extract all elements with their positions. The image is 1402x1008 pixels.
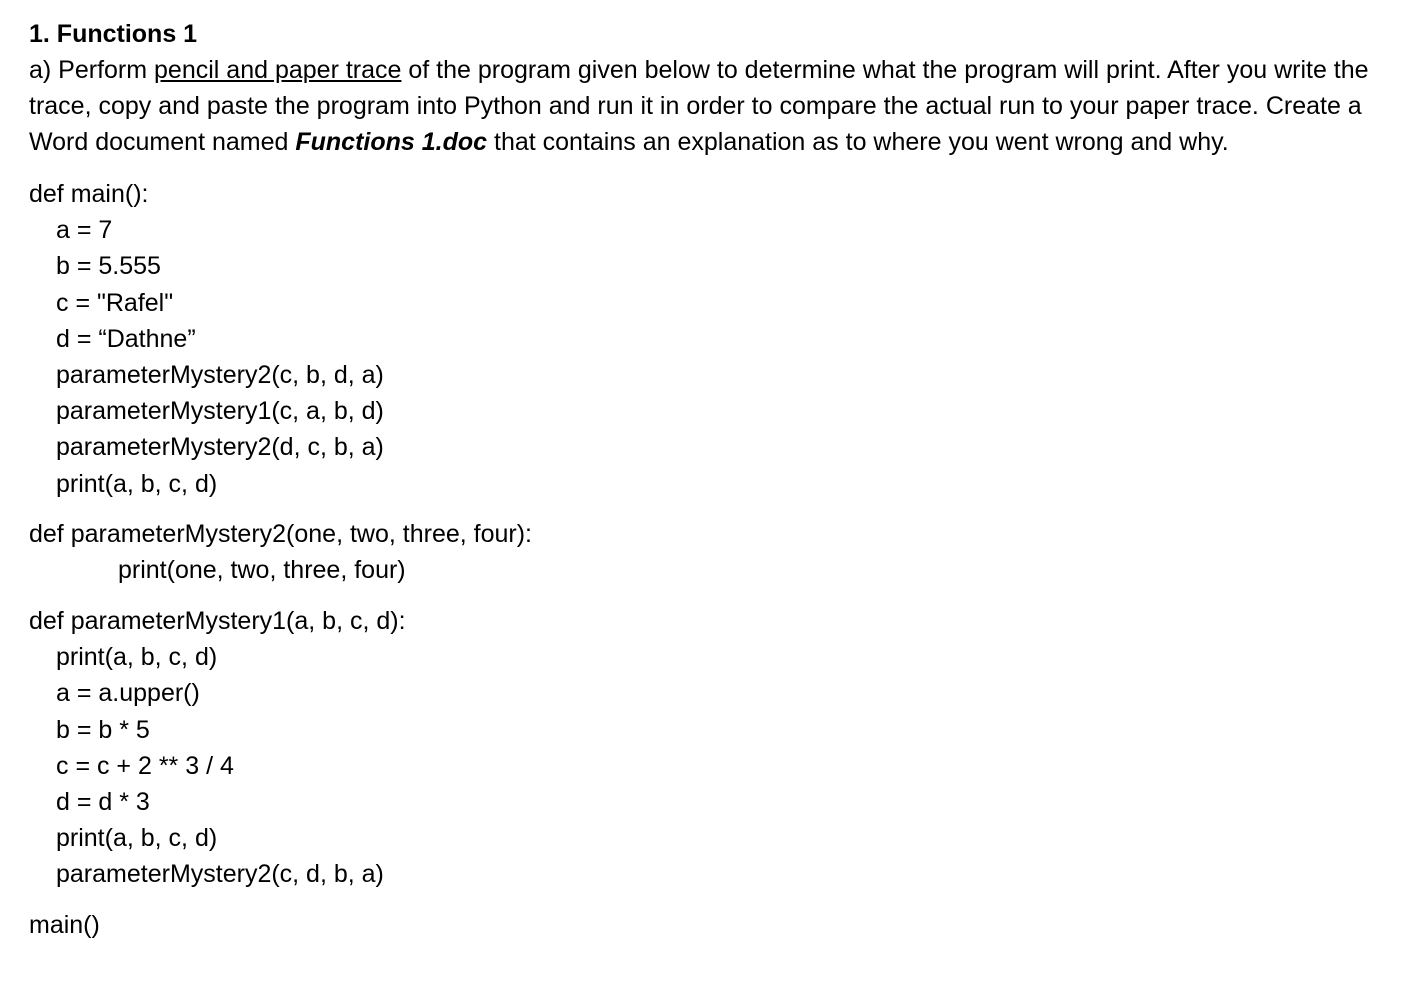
section-heading: 1. Functions 1	[29, 20, 198, 48]
code-line: parameterMystery2(c, b, d, a)	[56, 360, 384, 389]
instructions-text-3: that contains an explanation as to where you went wrong and why.	[487, 128, 1229, 156]
parameter-mystery1-block	[29, 603, 1374, 893]
instructions-paragraph	[29, 52, 1374, 160]
code-line: parameterMystery1(c, a, b, d)	[56, 397, 384, 426]
instructions-underlined-text: pencil and paper trace	[154, 56, 402, 84]
instructions-text-2: of the program given below to determine what the program will print. After you write the trace, copy and paste the program into Python and run it in order to compare the actual run to your paper trace. Create a Word document named	[29, 56, 1369, 156]
code-line: print(one, two, three, four)	[118, 555, 406, 584]
code-line: a = a.upper()	[56, 679, 200, 708]
code-line: d = d * 3	[56, 788, 150, 816]
pm2-def-line: def parameterMystery2(one, two, three, four):	[29, 519, 532, 548]
code-line: parameterMystery2(c, d, b, a)	[56, 860, 384, 889]
code-line: c = "Rafel"	[56, 288, 174, 317]
instructions-filename: Functions 1.doc	[295, 128, 488, 156]
main-function-block	[29, 176, 1374, 502]
code-line: d = “Dathne”	[56, 324, 196, 353]
code-line: b = b * 5	[56, 715, 150, 744]
code-line: print(a, b, c, d)	[56, 643, 218, 672]
parameter-mystery2-block	[29, 516, 1374, 588]
main-call-block	[29, 907, 1374, 943]
code-line: b = 5.555	[56, 252, 161, 281]
document-page	[29, 16, 1374, 943]
code-line: a = 7	[56, 216, 113, 245]
code-line: parameterMystery2(d, c, b, a)	[56, 433, 384, 462]
code-line: print(a, b, c, d)	[56, 824, 218, 853]
code-line: c = c + 2 ** 3 / 4	[56, 751, 234, 780]
main-def-line: def main():	[29, 180, 149, 208]
main-call-line: main()	[29, 910, 100, 939]
instructions-text-1: a) Perform	[29, 56, 155, 84]
pm1-def-line: def parameterMystery1(a, b, c, d):	[29, 607, 406, 636]
code-line: print(a, b, c, d)	[56, 469, 218, 498]
